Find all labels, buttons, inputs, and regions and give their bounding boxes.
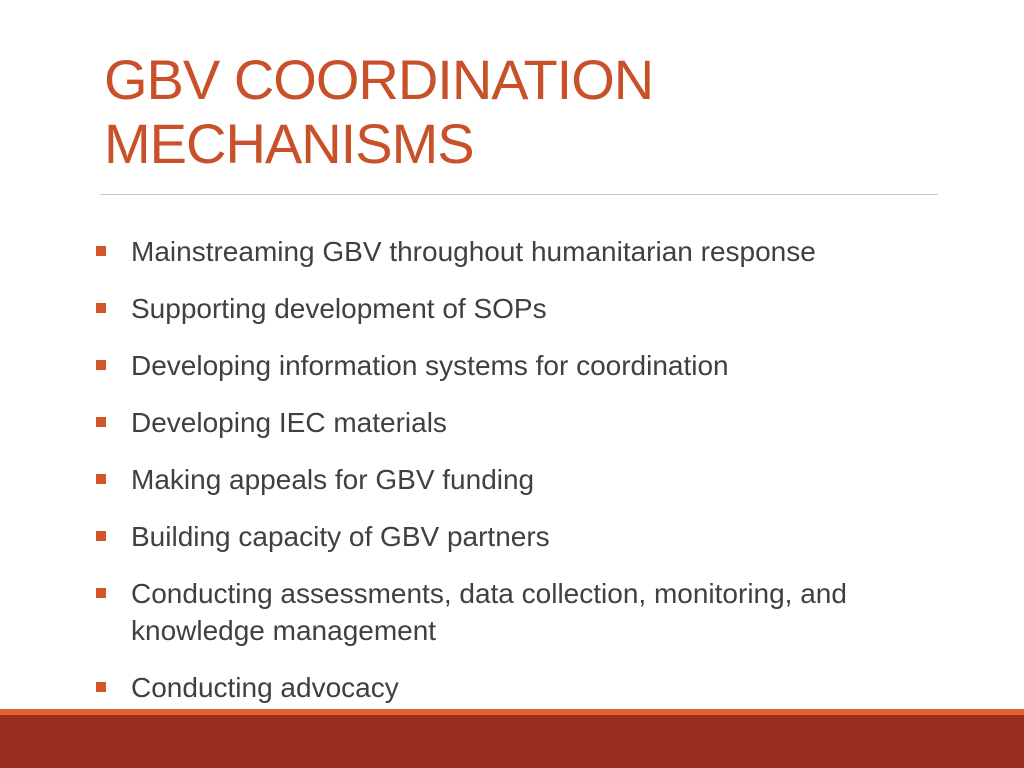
bullet-text: Developing information systems for coordination [131,350,729,381]
square-bullet-icon [96,303,106,313]
square-bullet-icon [96,474,106,484]
bullet-text: Mainstreaming GBV throughout humanitarian response [131,236,816,267]
title-divider [100,194,938,195]
square-bullet-icon [96,360,106,370]
bullet-item [94,518,954,555]
bullet-text: Developing IEC materials [131,407,447,438]
bullet-text: Conducting assessments, data collection, monitoring, and knowledge management [131,578,847,646]
footer-band [0,715,1024,768]
bullet-item [94,347,954,384]
bullet-item [94,233,954,270]
bullet-list [94,233,954,726]
bullet-text: Making appeals for GBV funding [131,464,535,495]
bullet-item [94,290,954,327]
square-bullet-icon [96,588,106,598]
square-bullet-icon [96,682,106,692]
square-bullet-icon [96,246,106,256]
bullet-item [94,575,954,649]
slide-title: GBV COORDINATION MECHANISMS [104,48,654,175]
bullet-item [94,669,954,706]
bullet-text: Building capacity of GBV partners [131,521,550,552]
bullet-item [94,461,954,498]
square-bullet-icon [96,417,106,427]
bullet-text: Supporting development of SOPs [131,293,547,324]
square-bullet-icon [96,531,106,541]
bullet-item [94,404,954,441]
bullet-text: Conducting advocacy [131,672,399,703]
